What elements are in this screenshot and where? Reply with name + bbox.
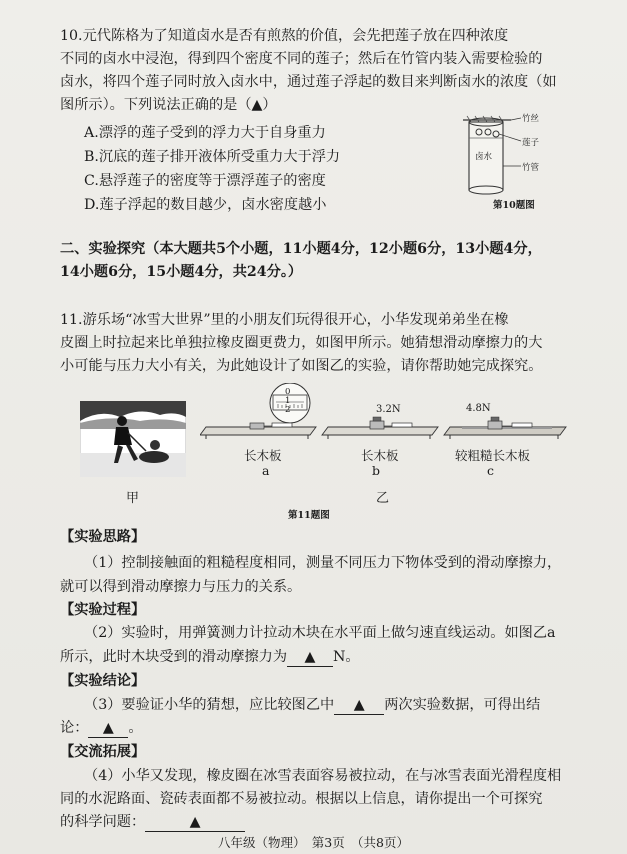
conclusion-line-2-text: 论： (60, 720, 89, 736)
process-line-2-text: 所示，此时木块受到的滑动摩擦力为 (60, 649, 288, 665)
answer-blank-question[interactable]: ▲ (145, 813, 245, 832)
q10-option-a: A.漂浮的莲子受到的浮力大于自身重力 (84, 125, 326, 141)
heading-process: 【实验过程】 (60, 602, 146, 618)
board-c-letter: c (487, 463, 495, 478)
process-line-2 (60, 648, 360, 667)
q10-option-b: B.沉底的莲子排开液体所受重力大于浮力 (84, 149, 341, 165)
board-c-label: 较粗糙长木板 (455, 448, 531, 463)
reading-c: 4.8N (466, 403, 491, 414)
board-b-letter: b (372, 463, 381, 478)
q10-line-4: 图所示）。下列说法正确的是（▲） (60, 97, 277, 113)
extend-line-2: 同的水泥路面、瓷砖表面都不易被拉动。根据以上信息，请你提出一个可探究 (60, 791, 543, 807)
heading-extend: 【交流拓展】 (60, 744, 146, 760)
ice-slide-photo (80, 401, 186, 477)
conclusion-line-2 (60, 719, 143, 738)
bamboo-tube-figure (455, 108, 565, 200)
conclusion-line-2-tail: 。 (128, 720, 143, 736)
answer-blank-friction[interactable]: ▲ (287, 648, 333, 667)
answer-blank-compare[interactable]: ▲ (334, 696, 384, 715)
process-line-1: （2）实验时，用弹簧测力计拉动木块在水平面上做匀速直线运动。如图乙a (84, 625, 556, 641)
conclusion-line-1 (84, 696, 540, 715)
q10-line-1: 10.元代陈格为了知道卤水是否有煎熬的价值，会先把莲子放在四种浓度 (60, 28, 509, 44)
idea-line-1: （1）控制接触面的粗糙程度相同，测量不同压力下物体受到的滑动摩擦力， (84, 555, 562, 571)
conclusion-line-1-tail: 两次实验数据，可得出结 (384, 697, 541, 713)
gauge-tick-1: 1 (285, 396, 291, 406)
idea-line-2: 就可以得到滑动摩擦力与压力的关系。 (60, 579, 302, 595)
label-brine: 卤水 (475, 152, 493, 162)
gauge-tick-2: 2 (285, 405, 291, 415)
label-lotus: 莲子 (522, 138, 540, 148)
board-a-letter: a (262, 463, 270, 478)
q11-line-1: 11.游乐场“冰雪大世界”里的小朋友们玩得很开心，小华发现弟弟坐在橡 (60, 312, 509, 328)
section2-line-2: 14小题6分，15小题4分，共24分。） (60, 264, 303, 280)
gauge-tick-0: 0 (285, 387, 291, 397)
q10-option-d: D.莲子浮起的数目越少，卤水密度越小 (84, 197, 327, 213)
page-footer: 八年级（物理） 第3页 （共8页） (218, 835, 409, 850)
q11-line-3: 小可能与压力大小有关，为此她设计了如图乙的实验，请你帮助她完成探究。 (60, 358, 543, 374)
extend-line-3-text: 的科学问题： (60, 814, 146, 830)
label-silk: 竹丝 (522, 114, 540, 124)
extend-line-1: （4）小华又发现，橡皮圈在冰雪表面容易被拉动，在与冰雪表面光滑程度相 (84, 768, 562, 784)
fig11-caption: 第11题图 (288, 510, 330, 521)
conclusion-line-1-text: （3）要验证小华的猜想，应比较图乙中 (84, 697, 335, 713)
process-line-2-unit: N。 (333, 649, 360, 665)
q10-line-3: 卤水，将四个莲子同时放入卤水中，通过莲子浮起的数目来判断卤水的浓度（如 (60, 74, 557, 90)
fig10-caption: 第10题图 (493, 200, 535, 211)
label-tube: 竹管 (522, 163, 540, 173)
extend-line-3 (60, 813, 245, 832)
figure-yi-label: 乙 (376, 491, 390, 506)
board-a-label: 长木板 (244, 448, 282, 463)
q10-option-c: C.悬浮莲子的密度等于漂浮莲子的密度 (84, 173, 326, 189)
heading-idea: 【实验思路】 (60, 529, 146, 545)
section2-line-1: 二、实验探究（本大题共5个小题，11小题4分，12小题6分，13小题4分， (60, 241, 542, 257)
answer-blank-conclusion[interactable]: ▲ (88, 719, 128, 738)
board-b-label: 长木板 (361, 448, 399, 463)
q11-line-2: 皮圈上时拉起来比单独拉橡皮圈更费力，如图甲所示。她猜想滑动摩擦力的大 (60, 335, 543, 351)
heading-conclusion: 【实验结论】 (60, 673, 146, 689)
q10-line-2: 不同的卤水中浸泡，得到四个密度不同的莲子；然后在竹管内装入需要检验的 (60, 51, 543, 67)
reading-b: 3.2N (376, 404, 401, 415)
figure-jia-label: 甲 (126, 491, 140, 506)
